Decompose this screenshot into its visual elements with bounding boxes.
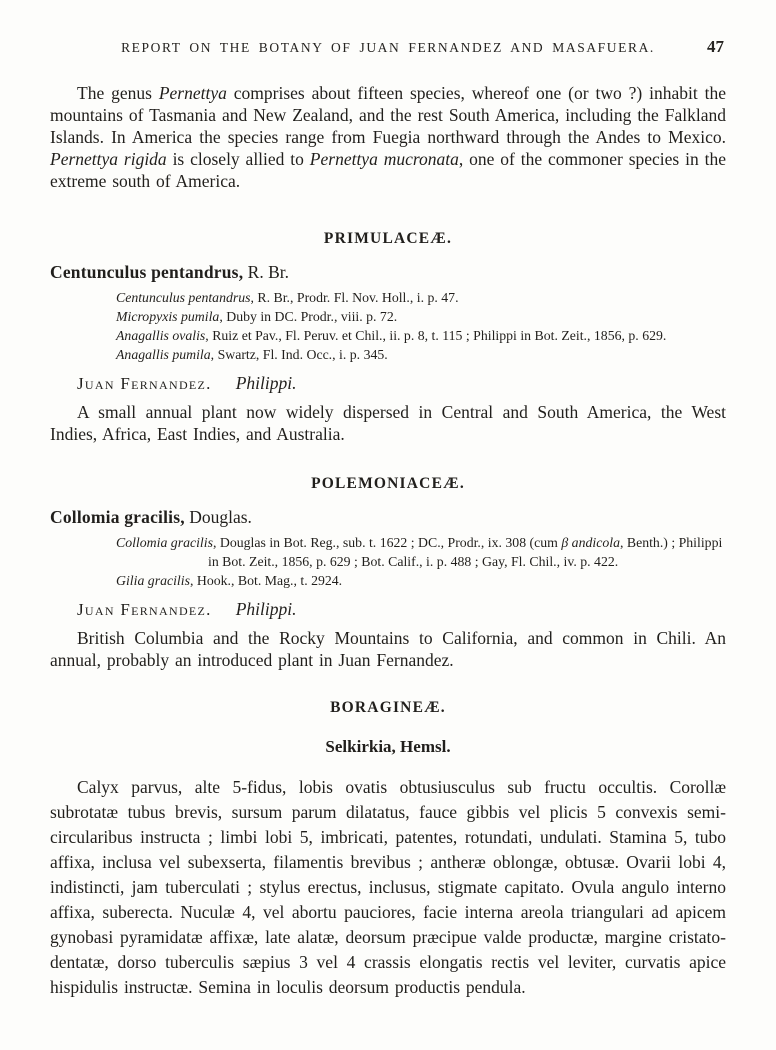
species-name-italic: Pernettya mucronata — [309, 149, 459, 169]
species-note: British Columbia and the Rocky Mountains to California, and common in Chili. An annual, probably an introduced plant in Juan Fernandez. — [50, 628, 726, 670]
species-name-bold: Collomia gracilis, — [50, 507, 185, 527]
synonym-entry — [116, 288, 726, 307]
locality-line — [50, 599, 726, 620]
synonym-citation: , R. Br., Prodr. Fl. Nov. Holl., i. p. 47. — [250, 290, 459, 305]
collector-name: Philippi. — [235, 599, 297, 619]
page-number: 47 — [707, 37, 724, 56]
genus-heading-selkirkia: Selkirkia, Hemsl. — [325, 737, 451, 756]
page-header — [50, 37, 726, 56]
text-run: is closely allied to — [166, 149, 310, 169]
intro-paragraph — [50, 82, 726, 192]
locality-line — [50, 373, 726, 394]
synonymy-list-primulaceae — [116, 288, 726, 364]
species-heading-collomia — [50, 507, 726, 528]
running-title: REPORT ON THE BOTANY OF JUAN FERNANDEZ AND MASAFUERA. — [121, 40, 655, 55]
species-heading-centunculus — [50, 262, 726, 283]
synonym-entry — [116, 345, 726, 364]
species-name-italic: Pernettya rigida — [50, 149, 167, 169]
collector-name: Philippi. — [235, 373, 297, 393]
synonym-entry — [116, 326, 726, 345]
species-authority: R. Br. — [243, 262, 289, 282]
synonym-citation: , Douglas in Bot. Reg., sub. t. 1622 ; DC., Prodr., ix. 308 (cum — [212, 535, 562, 550]
synonym-name-italic: Micropyxis pumila — [116, 309, 220, 324]
synonym-entry — [116, 571, 726, 590]
synonym-variety-italic: β andicola — [561, 535, 620, 550]
synonym-name-italic: Anagallis ovalis — [116, 328, 206, 343]
synonym-citation: , Benth.) ; Philippi in Bot. Zeit., 1856, p. 629 ; Bot. Calif., i. p. 488 ; Gay, Fl. Chil., iv. p. 422. — [208, 535, 723, 569]
text-run: The genus — [77, 83, 159, 103]
synonym-citation: , Hook., Bot. Mag., t. 2924. — [189, 573, 343, 588]
synonym-name-italic: Anagallis pumila — [116, 347, 211, 362]
synonym-name-italic: Centunculus pentandrus — [116, 290, 251, 305]
synonym-citation: , Ruiz et Pav., Fl. Peruv. et Chil., ii. p. 8, t. 115 ; Philippi in Bot. Zeit., 1856, p. 629. — [205, 328, 667, 343]
species-authority: Douglas. — [184, 507, 252, 527]
locality-name: Juan Fernandez. — [77, 600, 212, 619]
synonym-entry — [116, 533, 726, 571]
locality-name: Juan Fernandez. — [77, 374, 212, 393]
synonym-name-italic: Gilia gracilis — [116, 573, 190, 588]
genus-name-italic: Pernettya — [158, 83, 227, 103]
synonym-citation: , Swartz, Fl. Ind. Occ., i. p. 345. — [210, 347, 388, 362]
family-heading-polemoniaceae: POLEMONIACEÆ. — [311, 475, 465, 492]
family-heading-boragineae: BORAGINEÆ. — [330, 699, 446, 716]
synonym-citation: , Duby in DC. Prodr., viii. p. 72. — [219, 309, 398, 324]
species-name-bold: Centunculus pentandrus, — [50, 262, 244, 282]
species-note: A small annual plant now widely dispersed in Central and South America, the West Indies, Africa, East Indies, and Australia. — [50, 402, 726, 444]
text-run: comprises about fifteen species, whereof one (or two ?) inhabit the mountains of Tasmania and New Zealand, and the rest South America, including the Falkland Islands. In America the species range from Fuegia northward through the Andes to Mexico. — [50, 83, 726, 147]
synonymy-list-polemoniaceae — [116, 533, 726, 590]
synonym-entry — [116, 307, 726, 326]
text-run: , one of the commoner species in the extreme south of America. — [50, 149, 726, 191]
family-heading-primulaceae: PRIMULACEÆ. — [323, 230, 453, 247]
genus-description: Calyx parvus, alte 5-fidus, lobis ovatis obtusiusculus sub fructu occultis. Corollæ subrotatæ tubus brevis, sursum parum dilatatus, fauce gibbis vel plicis 5 convexis semi-circularibus instructa ; limbi lobi 5, imbricati, patentes, rotundati, undulati. Stamina 5, tubo affixa, inclusa vel subexserta, filamentis brevibus ; antheræ oblongæ, obtusæ. Ovarii lobi 4, indistincti, jam tuberculati ; stylus erectus, inclusus, stigmate capitato. Ovula angulo interno affixa, suberecta. Nuculæ 4, vel abortu pauciores, facie interna areola triangulari ad apicem gynobasi pyramidatæ affixæ, late alatæ, deorsum præcipue valde productæ, margine cristato-dentatæ, dorso tuberculis sæpius 3 vel 4 crassis elongatis rectis vel leviter, curvatis apice hispidulis instructæ. Semina in loculis deorsum productis pendula. — [50, 777, 726, 997]
synonym-name-italic: Collomia gracilis — [116, 535, 213, 550]
